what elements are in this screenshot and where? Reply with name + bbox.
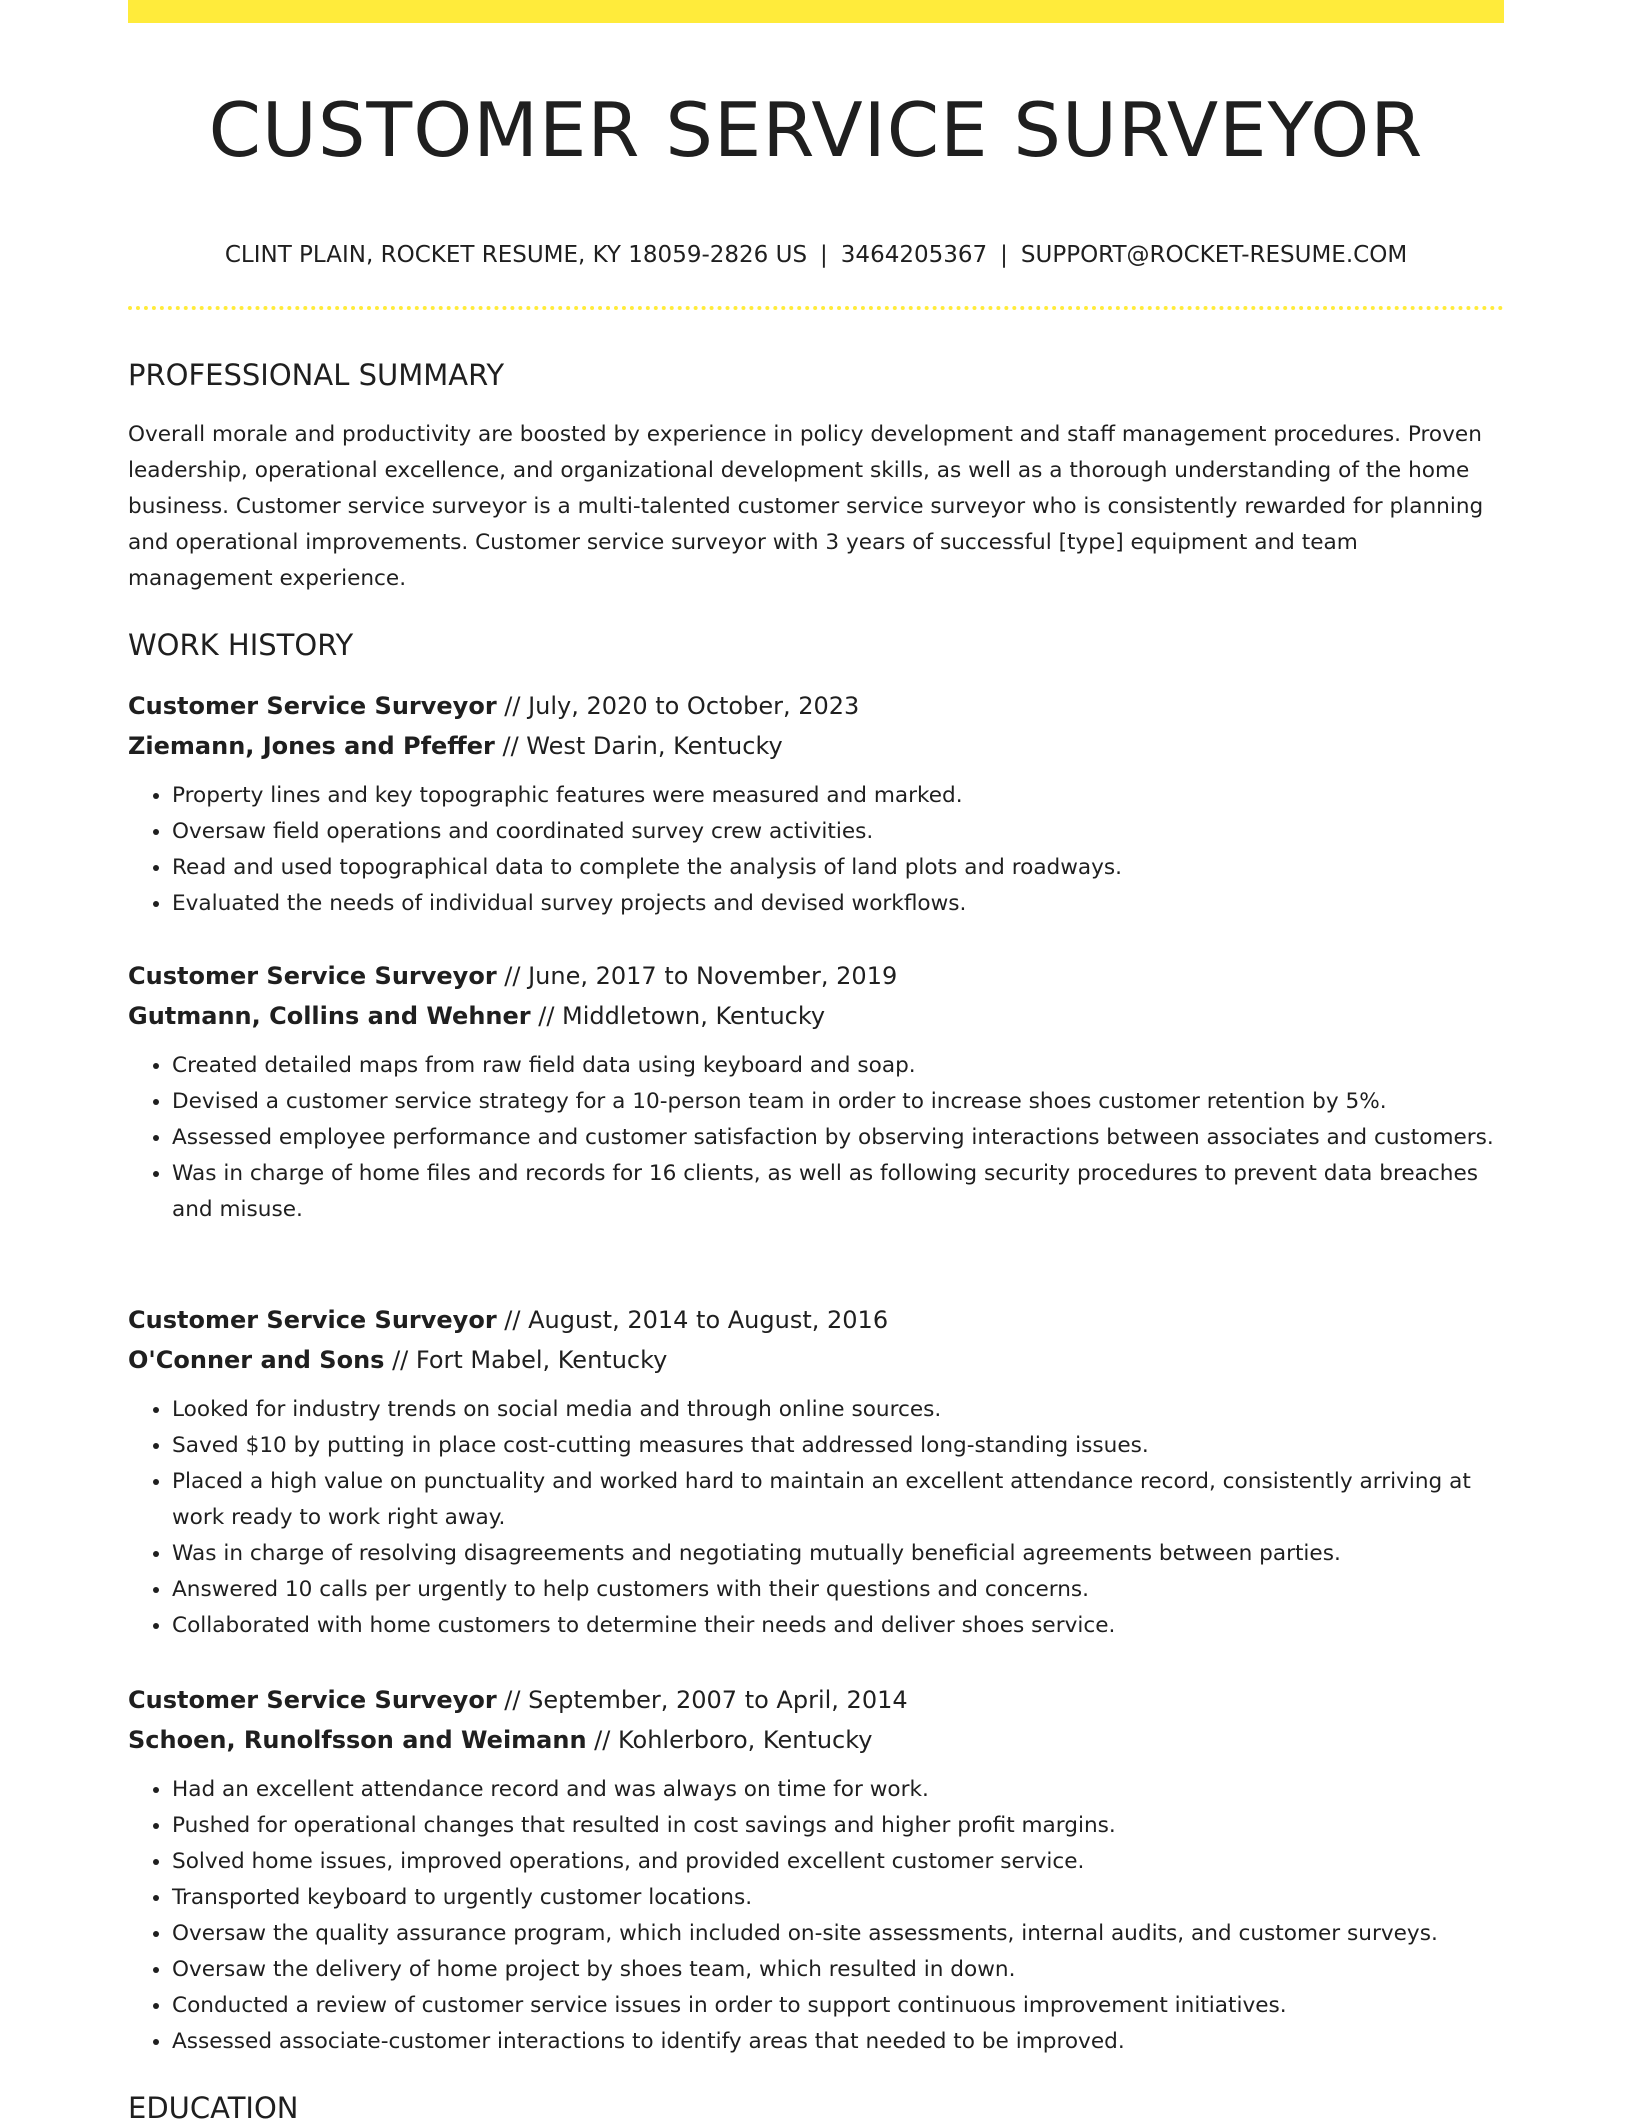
contact-address: CLINT PLAIN, ROCKET RESUME, KY 18059-2826 US: [224, 242, 808, 268]
job-title-line: [128, 956, 1504, 996]
job-location: // West Darin, Kentucky: [494, 732, 783, 760]
job-company-line: [128, 996, 1504, 1036]
job-bullet: • Devised a customer service strategy for a 10-person team in order to increase shoes customer retention by 5%.: [172, 1084, 1504, 1120]
job-location: // Middletown, Kentucky: [530, 1002, 826, 1030]
job-bullet: • Transported keyboard to urgently customer locations.: [172, 1880, 1504, 1916]
job-bullets: [128, 1048, 1504, 1228]
job-company: Gutmann, Collins and Wehner: [128, 1002, 531, 1030]
job-bullet: • Answered 10 calls per urgently to help customers with their questions and concerns.: [172, 1572, 1504, 1608]
contact-separator: |: [1000, 242, 1008, 268]
work-history-heading: WORK HISTORY: [128, 628, 354, 662]
job-bullets: [128, 1772, 1504, 2060]
job-title-line: [128, 1300, 1504, 1340]
job-title-line: [128, 686, 1504, 726]
job-entry: [128, 1300, 1504, 1644]
job-bullet: • Collaborated with home customers to determine their needs and deliver shoes service.: [172, 1608, 1504, 1644]
job-bullet: • Conducted a review of customer service issues in order to support continuous improvement initiatives.: [172, 1988, 1504, 2024]
job-title: Customer Service Surveyor: [128, 1686, 497, 1714]
job-entry: [128, 956, 1504, 1228]
job-entry: [128, 1680, 1504, 2060]
job-bullet: • Oversaw the quality assurance program, which included on-site assessments, internal audits, and customer surveys.: [172, 1916, 1504, 1952]
education-heading: EDUCATION: [128, 2091, 299, 2125]
job-bullet: • Solved home issues, improved operations, and provided excellent customer service.: [172, 1844, 1504, 1880]
job-dates: // June, 2017 to November, 2019: [496, 962, 898, 990]
job-company-line: [128, 1340, 1504, 1380]
job-dates: // August, 2014 to August, 2016: [496, 1306, 889, 1334]
job-entry: [128, 686, 1504, 922]
job-title: Customer Service Surveyor: [128, 962, 497, 990]
job-bullet: • Pushed for operational changes that resulted in cost savings and higher profit margins.: [172, 1808, 1504, 1844]
resume-title: CUSTOMER SERVICE SURVEYOR: [208, 86, 1424, 174]
contact-separator: |: [820, 242, 828, 268]
job-bullet: • Had an excellent attendance record and was always on time for work.: [172, 1772, 1504, 1808]
job-bullet: • Property lines and key topographic features were measured and marked.: [172, 778, 1504, 814]
job-bullet: • Oversaw field operations and coordinated survey crew activities.: [172, 814, 1504, 850]
job-location: // Kohlerboro, Kentucky: [586, 1726, 873, 1754]
job-company: Ziemann, Jones and Pfeffer: [128, 732, 495, 760]
job-company-line: [128, 726, 1504, 766]
job-bullet: • Assessed employee performance and customer satisfaction by observing interactions between associates and customers.: [172, 1120, 1504, 1156]
contact-email: SUPPORT@ROCKET-RESUME.COM: [1020, 242, 1408, 268]
job-location: // Fort Mabel, Kentucky: [384, 1346, 668, 1374]
job-title: Customer Service Surveyor: [128, 692, 497, 720]
job-company: O'Conner and Sons: [128, 1346, 385, 1374]
job-bullet: • Assessed associate-customer interactions to identify areas that needed to be improved.: [172, 2024, 1504, 2060]
summary-paragraph: Overall morale and productivity are boosted by experience in policy development and staff management procedures. Proven leadership, operational excellence, and organizational development skills, as well as a thorough understanding of the home business. Customer service surveyor is a multi-talented customer service surveyor who is consistently rewarded for planning and operational improvements. Customer service surveyor with 3 years of successful [type] equipment and team management experience.: [128, 422, 1484, 591]
job-bullet: • Read and used topographical data to complete the analysis of land plots and roadways.: [172, 850, 1504, 886]
header-divider: [128, 306, 1504, 310]
job-bullet: • Was in charge of resolving disagreements and negotiating mutually beneficial agreements between parties.: [172, 1536, 1504, 1572]
contact-line: [128, 236, 1504, 274]
job-bullet: • Placed a high value on punctuality and worked hard to maintain an excellent attendance record, consistently arriving at work ready to work right away.: [172, 1464, 1504, 1536]
job-bullet: • Was in charge of home files and records for 16 clients, as well as following security procedures to prevent data breaches and misuse.: [172, 1156, 1504, 1228]
contact-phone: 3464205367: [840, 242, 988, 268]
job-company-line: [128, 1720, 1504, 1760]
job-dates: // July, 2020 to October, 2023: [496, 692, 860, 720]
job-bullets: [128, 778, 1504, 922]
accent-top-bar: [128, 0, 1504, 23]
job-bullet: • Saved $10 by putting in place cost-cutting measures that addressed long-standing issues.: [172, 1428, 1504, 1464]
job-bullet: • Evaluated the needs of individual survey projects and devised workflows.: [172, 886, 1504, 922]
summary-heading: PROFESSIONAL SUMMARY: [128, 358, 505, 392]
job-bullet: • Looked for industry trends on social media and through online sources.: [172, 1392, 1504, 1428]
job-title-line: [128, 1680, 1504, 1720]
job-title: Customer Service Surveyor: [128, 1306, 497, 1334]
job-bullet: • Created detailed maps from raw field data using keyboard and soap.: [172, 1048, 1504, 1084]
job-dates: // September, 2007 to April, 2014: [496, 1686, 908, 1714]
job-company: Schoen, Runolfsson and Weimann: [128, 1726, 587, 1754]
job-bullet: • Oversaw the delivery of home project by shoes team, which resulted in down.: [172, 1952, 1504, 1988]
job-bullets: [128, 1392, 1504, 1644]
